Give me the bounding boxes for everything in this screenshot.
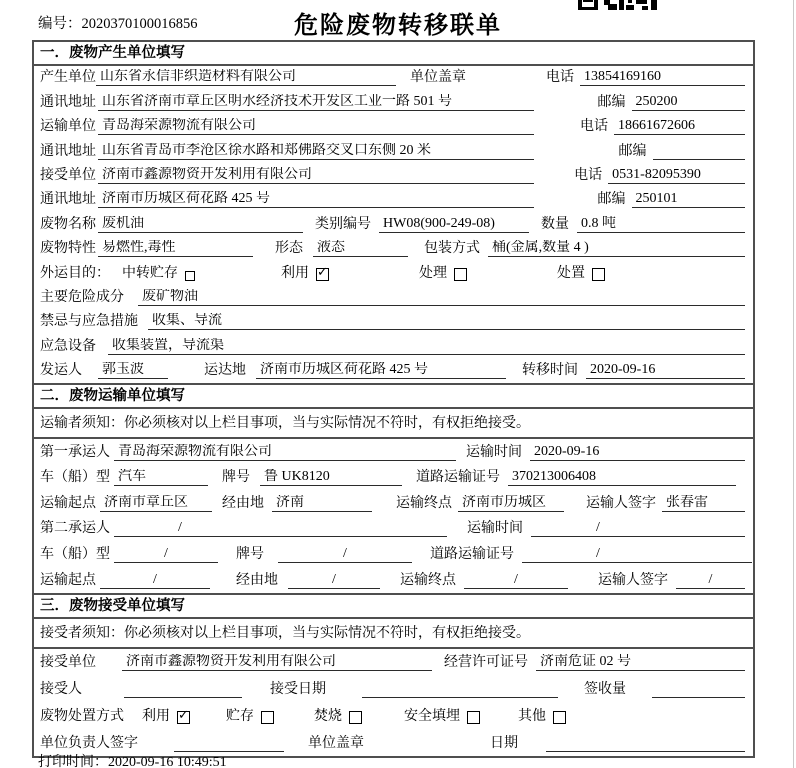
qr-code-fragment <box>578 0 658 11</box>
road-permit-label: 道路运输证号 <box>430 547 514 563</box>
section2-title: 二．废物运输单位填写 <box>34 383 753 409</box>
carrier1-time-value: 2020-09-16 <box>530 444 745 461</box>
equipment-label: 应急设备 <box>40 338 96 354</box>
checkbox-incineration <box>349 711 362 724</box>
disposal-option-label: 利用 <box>142 709 170 725</box>
phone-label: 电话 <box>580 119 608 135</box>
transfer-time-value: 2020-09-16 <box>586 362 745 379</box>
sign-qty-value <box>652 682 745 698</box>
carrier1-via-value: 济南 <box>272 495 372 512</box>
carrier1-sign-value: 张春雷 <box>662 495 745 512</box>
packing-value: 桶(金属,数量 4 ) <box>488 240 745 257</box>
plate-label: 牌号 <box>236 547 264 563</box>
transporter-sign-label: 运输人签字 <box>598 572 668 588</box>
category-label: 类别编号 <box>315 216 371 232</box>
sign-qty-label: 签收量 <box>584 682 626 698</box>
carrier2-route-row <box>34 567 753 593</box>
zip-label: 邮编 <box>597 192 626 208</box>
section3-title: 三．废物接受单位填写 <box>34 593 753 619</box>
taboo-label: 禁忌与应急措施 <box>40 314 138 330</box>
phone-label: 电话 <box>546 70 574 86</box>
carrier1-plate-value: 鲁 UK8120 <box>260 469 402 486</box>
taboo-row <box>34 310 753 334</box>
purpose-option <box>281 266 329 282</box>
disposal-option <box>314 709 362 725</box>
packing-label: 包装方式 <box>424 241 480 257</box>
date-label: 日期 <box>490 735 518 751</box>
transporter-address-value: 山东省青岛市李沧区徐水路和郑佛路交叉口东侧 20 米 <box>98 143 534 160</box>
receiver-label: 接受单位 <box>40 167 96 183</box>
phone-label: 电话 <box>574 167 603 183</box>
disposal-option-label: 焚烧 <box>314 709 342 725</box>
checkbox-storage <box>261 711 274 724</box>
destination-value: 济南市历城区荷花路 425 号 <box>256 362 506 379</box>
disposal-option <box>518 709 566 725</box>
carrier2-origin-value: / <box>100 572 210 589</box>
vehicle-type-label: 车（船）型 <box>40 470 110 486</box>
license-value: 济南危证 02 号 <box>536 654 745 671</box>
serial-label: 编号： <box>38 16 82 32</box>
accept-unit-row <box>34 649 753 676</box>
carrier2-value: / <box>114 520 447 537</box>
section1-title: 一．废物产生单位填写 <box>34 42 753 66</box>
end-label: 运输终点 <box>396 495 452 511</box>
receiver-row <box>34 164 753 188</box>
purpose-option-label: 处置 <box>557 265 585 281</box>
carrier2-end-value: / <box>464 572 568 589</box>
carrier1-vehicle-row <box>34 465 753 491</box>
acceptor-label: 接受人 <box>40 682 82 698</box>
accept-date-label: 接受日期 <box>270 682 326 698</box>
disposal-option-label: 其他 <box>518 709 546 725</box>
accept-unit-label: 接受单位 <box>40 655 96 671</box>
receiver-address-row <box>34 188 753 212</box>
disposal-option <box>404 709 480 725</box>
purpose-option-label: 处理 <box>419 265 447 281</box>
carrier2-sign-value: / <box>676 572 745 589</box>
carrier1-permit-value: 370213006408 <box>508 469 736 486</box>
carrier2-vehicle-row <box>34 541 753 567</box>
purpose-option-label: 中转贮存 <box>122 265 178 281</box>
carrier1-row <box>34 439 753 465</box>
equipment-row <box>34 334 753 358</box>
disposal-option-label: 安全填埋 <box>404 709 460 725</box>
print-time-label: 打印时间： <box>38 755 108 768</box>
taboo-value: 收集、导流 <box>148 313 745 330</box>
carrier1-label: 第一承运人 <box>40 444 110 460</box>
waste-name-label: 废物名称 <box>40 216 96 232</box>
checkbox-other <box>553 711 566 724</box>
transporter-phone-value: 18661672606 <box>614 118 745 135</box>
page-title: 危险废物转移联单 <box>294 11 502 39</box>
hazard-row <box>34 286 753 310</box>
checkbox-utilize-receive <box>177 711 190 724</box>
print-time-value: 2020-09-16 10:49:51 <box>108 755 227 768</box>
manager-sign-label: 单位负责人签字 <box>40 735 138 751</box>
carrier2-permit-value: / <box>522 546 752 563</box>
purpose-label: 外运目的： <box>40 265 110 281</box>
carrier1-vehicle-value: 汽车 <box>114 469 208 486</box>
receiver-zip-value: 250101 <box>632 191 746 208</box>
checkbox-disposal <box>592 268 605 281</box>
origin-label: 运输起点 <box>40 495 96 511</box>
producer-address-row <box>34 90 753 114</box>
carrier1-value: 青岛海荣源物流有限公司 <box>114 444 456 461</box>
section2-notice: 运输者须知：你必须核对以上栏目事项，当与实际情况不符时，有权拒绝接受。 <box>34 409 753 439</box>
zip-label: 邮编 <box>597 94 626 110</box>
via-label: 经由地 <box>222 495 264 511</box>
address-label: 通讯地址 <box>40 94 96 110</box>
hazard-value: 废矿物油 <box>138 289 745 306</box>
carrier2-plate-value: / <box>278 546 412 563</box>
waste-name-value: 废机油 <box>98 216 303 233</box>
receiver-address-value: 济南市历城区荷花路 425 号 <box>98 191 534 208</box>
carrier1-route-row <box>34 490 753 516</box>
waste-name-row <box>34 212 753 236</box>
disposal-row <box>34 702 753 729</box>
section3-notice: 接受者须知：你必须核对以上栏目事项，当与实际情况不符时，有权拒绝接受。 <box>34 619 753 649</box>
producer-label: 产生单位 <box>40 70 96 86</box>
form-table <box>32 40 755 758</box>
purpose-option <box>122 266 195 282</box>
character-value: 易燃性,毒性 <box>98 240 253 257</box>
carrier1-end-value: 济南市历城区 <box>458 495 564 512</box>
receiver-value: 济南市鑫源物资开发利用有限公司 <box>98 167 534 184</box>
transport-time-label: 运输时间 <box>466 444 522 460</box>
end-label: 运输终点 <box>400 572 456 588</box>
transporter-address-row <box>34 139 753 163</box>
acceptor-value <box>124 682 242 698</box>
via-label: 经由地 <box>236 572 278 588</box>
license-label: 经营许可证号 <box>444 655 528 671</box>
producer-row <box>34 66 753 90</box>
transporter-zip-value <box>653 144 746 160</box>
zip-label: 邮编 <box>618 143 647 159</box>
unit-seal-label: 单位盖章 <box>308 735 364 751</box>
transfer-time-label: 转移时间 <box>522 363 578 379</box>
origin-label: 运输起点 <box>40 572 96 588</box>
form-label: 形态 <box>275 241 303 257</box>
shipper-label: 发运人 <box>40 363 82 379</box>
producer-zip-value: 250200 <box>632 94 746 111</box>
accept-unit-value: 济南市鑫源物资开发利用有限公司 <box>122 654 432 671</box>
purpose-option-label: 利用 <box>281 265 309 281</box>
qty-value: 0.8 吨 <box>577 216 745 233</box>
form-value: 液态 <box>313 240 408 257</box>
plate-label: 牌号 <box>222 470 250 486</box>
checkbox-treatment <box>454 268 467 281</box>
destination-label: 运达地 <box>204 363 246 379</box>
address-label: 通讯地址 <box>40 192 96 208</box>
transporter-sign-label: 运输人签字 <box>586 495 656 511</box>
equipment-value: 收集装置，导流渠 <box>108 338 745 355</box>
producer-phone-value: 13854169160 <box>580 69 745 86</box>
character-label: 废物特性 <box>40 241 96 257</box>
carrier1-origin-value: 济南市章丘区 <box>100 495 212 512</box>
accept-date-value <box>362 682 558 698</box>
acceptor-row <box>34 675 753 702</box>
disposal-option-label: 贮存 <box>226 709 254 725</box>
producer-value: 山东省永信非织造材料有限公司 <box>96 69 396 86</box>
disposal-label: 废物处置方式 <box>40 709 124 725</box>
waste-character-row <box>34 237 753 261</box>
print-time-line <box>38 751 227 768</box>
checkbox-utilize <box>316 268 329 281</box>
carrier2-via-value: / <box>288 572 380 589</box>
qty-label: 数量 <box>541 216 569 232</box>
carrier2-time-value: / <box>531 520 745 537</box>
serial-number: 2020370100016856 <box>81 16 198 32</box>
purpose-option <box>419 266 467 282</box>
carrier2-row <box>34 516 753 542</box>
shipper-value: 郭玉波 <box>98 362 168 379</box>
receiver-phone-value: 0531-82095390 <box>608 167 745 184</box>
shipper-row <box>34 359 753 383</box>
page-edge-line <box>793 0 794 768</box>
carrier2-vehicle-value: / <box>114 546 218 563</box>
transporter-label: 运输单位 <box>40 119 96 135</box>
hazard-label: 主要危险成分 <box>40 289 124 305</box>
seal-label: 单位盖章 <box>410 70 466 86</box>
purpose-row <box>34 261 753 285</box>
vehicle-type-label: 车（船）型 <box>40 547 110 563</box>
address-label: 通讯地址 <box>40 143 96 159</box>
purpose-option <box>557 266 605 282</box>
disposal-option <box>142 709 190 725</box>
manager-sign-value <box>174 736 284 752</box>
transporter-row <box>34 115 753 139</box>
checkbox-safe-landfill <box>467 711 480 724</box>
checkbox-transit-storage <box>185 271 195 281</box>
transporter-value: 青岛海荣源物流有限公司 <box>98 118 534 135</box>
carrier2-label: 第二承运人 <box>40 521 110 537</box>
date-value <box>546 736 745 752</box>
road-permit-label: 道路运输证号 <box>416 470 500 486</box>
category-value: HW08(900-249-08) <box>379 216 529 233</box>
transport-time-label: 运输时间 <box>467 521 523 537</box>
producer-address-value: 山东省济南市章丘区明水经济技术开发区工业一路 501 号 <box>98 94 534 111</box>
disposal-option <box>226 709 274 725</box>
